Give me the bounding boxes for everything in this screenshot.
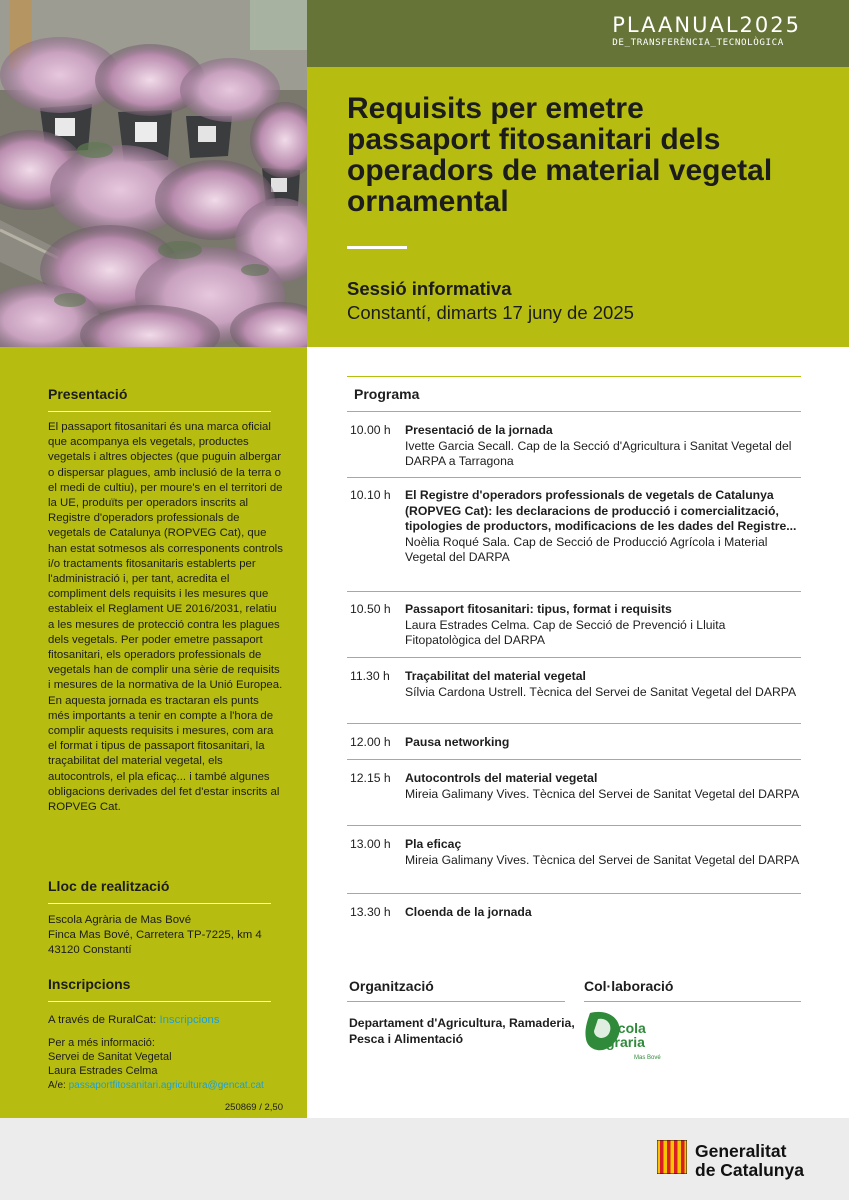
- programa-item-time: 13.00 h: [350, 837, 391, 851]
- generalitat-logo-text: [695, 1142, 804, 1180]
- heather-plants-illustration: [0, 0, 307, 347]
- document-code: 250869 / 2,50: [224, 1102, 283, 1113]
- escola-logo-line-3: Mas Bové: [634, 1055, 661, 1061]
- pla-anual-logo: [612, 13, 801, 49]
- contact-email-link[interactable]: passaportfitosanitari.agricultura@gencat.cat: [68, 1080, 264, 1091]
- programa-item-speaker: Sílvia Cardona Ustrell. Tècnica del Servei de Sanitat Vegetal del DARPA: [405, 684, 797, 699]
- pla-anual-logo-subtitle: DE_TRANSFERÈNCIA_TECNOLÒGICA: [612, 37, 784, 48]
- programa-item-title: Passaport fitosanitari: tipus, format i requisits: [405, 602, 672, 616]
- lloc-line-1: Escola Agrària de Mas Bové: [48, 914, 192, 926]
- programa-divider: [347, 657, 801, 658]
- title-section: [307, 67, 849, 347]
- lloc-divider: [48, 903, 271, 904]
- presentacio-divider: [48, 411, 271, 412]
- organitzacio-text: Departament d'Agricultura, Ramaderia, Pesca i Alimentació: [349, 1016, 575, 1046]
- programa-item-title: Cloenda de la jornada: [405, 905, 532, 919]
- collaboracio-divider: [584, 1001, 801, 1002]
- programa-item-speaker: Mireia Galimany Vives. Tècnica del Servei de Sanitat Vegetal del DARPA: [405, 852, 800, 867]
- programa-divider: [347, 825, 801, 826]
- programa-divider: [347, 723, 801, 724]
- presentacio-paragraph-1: El passaport fitosanitari és una marca oficial que acompanya els vegetals, productes vegetals i altres objectes (que puguin albergar o dispersar plagues, amb inclusió de la terra o el medi de cultiu), per moure's en el territori de la UE, produïts per operadors inscrits al Registre d'operadors professionals de vegetals de Catalunya (ROPVEG Cat), que han estat sotmesos als corresponents controls i/o tractaments fitosanitaris establerts per l'administració i, per tant, acredita el compliment dels requisits i les mesures que estableix el Reglament UE 2016/2031, relatiu a les mesures de protecció contra les plagues dels vegetals. Per poder emetre passaport fitosanitari, els operadors professionals de vegetals han de complir una sèrie de requisits i mesures de la normativa de la Unió Europea.: [48, 421, 283, 692]
- inscripcions-via-text: A través de RuralCat:: [48, 1014, 160, 1026]
- programa-item-speaker: Noèlia Roqué Sala. Cap de Secció de Producció Agrícola i Material Vegetal del DARPA: [405, 534, 768, 564]
- organitzacio-heading: Organització: [349, 978, 434, 994]
- lloc-line-2: Finca Mas Bové, Carretera TP-7225, km 4: [48, 929, 262, 942]
- generalitat-line-1: Generalitat: [695, 1141, 787, 1161]
- programa-item-time: 12.00 h: [350, 735, 391, 749]
- programa-item-time: 12.15 h: [350, 771, 391, 785]
- generalitat-flag-icon: [657, 1140, 687, 1174]
- inscripcions-divider: [48, 1001, 271, 1002]
- presentacio-paragraph-2: En aquesta jornada es tractaran els punts més importants a tenir en compte a l'hora de complir aquests requisits i mesures, com ara el format i tipus de passaport fitosanitari, la traçabilitat del material vegetal, els autocontrols, el pla eficaç... i també algunes obligacions derivades del fet d'estar inscrits al ROPVEG Cat.: [48, 694, 280, 814]
- info-sidebar: [0, 347, 307, 1118]
- footer: [0, 1118, 849, 1200]
- escola-agraria-mark-icon: [584, 1009, 674, 1065]
- generalitat-line-2: de Catalunya: [695, 1160, 804, 1180]
- email-label: A/e:: [48, 1080, 69, 1091]
- presentacio-heading: Presentació: [48, 386, 128, 402]
- programa-item-title: Pausa networking: [405, 735, 510, 749]
- inscripcions-link[interactable]: Inscripcions: [159, 1014, 220, 1026]
- programa-item-speaker: Mireia Galimany Vives. Tècnica del Servei de Sanitat Vegetal del DARPA: [405, 786, 800, 801]
- programa-item-title: El Registre d'operadors professionals de vegetals de Catalunya (ROPVEG Cat): les declaracions de producció i comercialització, tipologies de productors, modificacions de les dades del Registre...: [405, 488, 797, 533]
- programa-heading: Programa: [354, 386, 420, 402]
- programa-item-time: 11.30 h: [350, 669, 390, 683]
- presentacio-text: [48, 420, 283, 815]
- header-band: [307, 0, 849, 67]
- programa-item-time: 10.00 h: [350, 423, 391, 437]
- programa-divider: [347, 759, 801, 760]
- programa-item-time: 10.10 h: [350, 488, 391, 502]
- escola-logo-line-2: graria: [606, 1034, 645, 1050]
- programa-top-divider: [347, 376, 801, 377]
- pla-anual-logo-title: PLAANUAL2025: [612, 13, 801, 37]
- session-date: Constantí, dimarts 17 juny de 2025: [347, 302, 634, 323]
- lloc-line-3: 43120 Constantí: [48, 944, 132, 957]
- lloc-heading: Lloc de realització: [48, 878, 170, 894]
- programa-item-time: 10.50 h: [350, 602, 391, 616]
- escola-logo-line-1: scola: [610, 1020, 646, 1036]
- organitzacio-divider: [347, 1001, 565, 1002]
- programa-item-title: Pla eficaç: [405, 837, 462, 851]
- programa-item-speaker: Ivette Garcia Secall. Cap de la Secció d'Agricultura i Sanitat Vegetal del DARPA a Tarragona: [405, 438, 792, 468]
- hero-photo: [0, 0, 307, 347]
- inscripcions-via: [48, 1013, 283, 1028]
- escola-agraria-logo: [584, 1009, 674, 1065]
- inscripcions-contact: [48, 1036, 283, 1093]
- programa-item-time: 13.30 h: [350, 905, 391, 919]
- contact-service: Servei de Sanitat Vegetal: [48, 1051, 172, 1063]
- document-title: Requisits per emetre passaport fitosanitari dels operadors de material vegetal ornamental: [347, 92, 773, 218]
- more-info-label: Per a més informació:: [48, 1037, 155, 1049]
- programa-item-title: Traçabilitat del material vegetal: [405, 669, 586, 683]
- lloc-address: [48, 913, 283, 959]
- programa-heading-divider: [347, 411, 801, 412]
- inscripcions-heading: Inscripcions: [48, 976, 131, 992]
- programa-item-speaker: Laura Estrades Celma. Cap de Secció de Prevenció i Lluita Fitopatològica del DARPA: [405, 617, 726, 647]
- title-divider: [347, 246, 407, 249]
- session-type: Sessió informativa: [347, 278, 512, 299]
- programa-divider: [347, 477, 801, 478]
- programa-item-title: Presentació de la jornada: [405, 423, 553, 437]
- contact-person: Laura Estrades Celma: [48, 1065, 158, 1077]
- programa-item-title: Autocontrols del material vegetal: [405, 771, 598, 785]
- collaboracio-heading: Col·laboració: [584, 978, 674, 994]
- programa-divider: [347, 893, 801, 894]
- programa-divider: [347, 591, 801, 592]
